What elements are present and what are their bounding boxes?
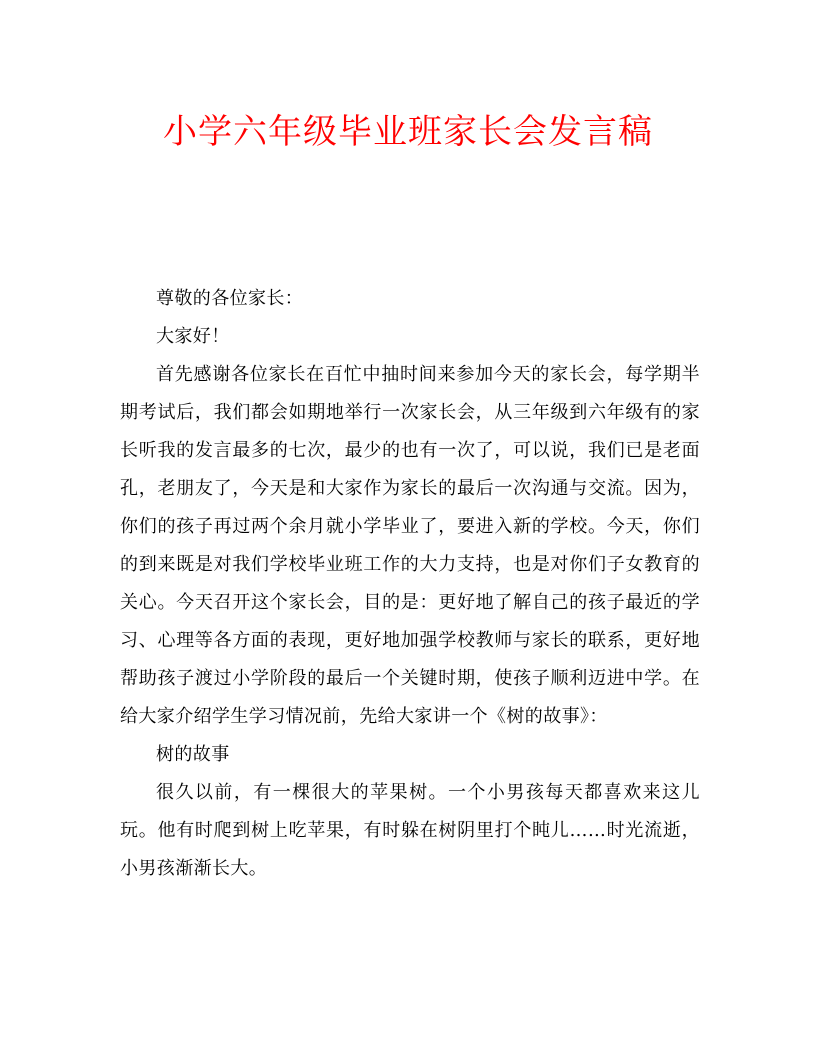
greeting: 大家好！ bbox=[156, 326, 230, 347]
body-paragraph-story: 很久以前，有一棵很大的苹果树。一个小男孩每天都喜欢来这儿玩。他有时爬到树上吃苹果，有时躲在树阴里打个盹儿……时光流逝，小男孩渐渐长大。 bbox=[120, 782, 700, 879]
story-heading: 树的故事 bbox=[156, 744, 230, 765]
body-paragraph-intro: 首先感谢各位家长在百忙中抽时间来参加今天的家长会，每学期半期考试后，我们都会如期地举行一次家长会，从三年级到六年级有的家长听我的发言最多的七次，最少的也有一次了，可以说，我们已是老面孔，老朋友了，今天是和大家作为家长的最后一次沟通与交流。因为，你们的孩子再过两个余月就小学毕业了，要进入新的学校。今天，你们的到来既是对我们学校毕业班工作的大力支持，也是对你们子女教育的关心。今天召开这个家长会，目的是：更好地了解自己的孩子最近的学习、心理等各方面的表现，更好地加强学校教师与家长的联系，更好地帮助孩子渡过小学阶段的最后一个关键时期，使孩子顺利迈进中学。在给大家介绍学生学习情况前，先给大家讲一个《树的故事》： bbox=[120, 364, 700, 727]
salutation: 尊敬的各位家长： bbox=[156, 288, 304, 309]
document-body bbox=[120, 280, 700, 888]
document-title: 小学六年级毕业班家长会发言稿 bbox=[163, 112, 653, 152]
